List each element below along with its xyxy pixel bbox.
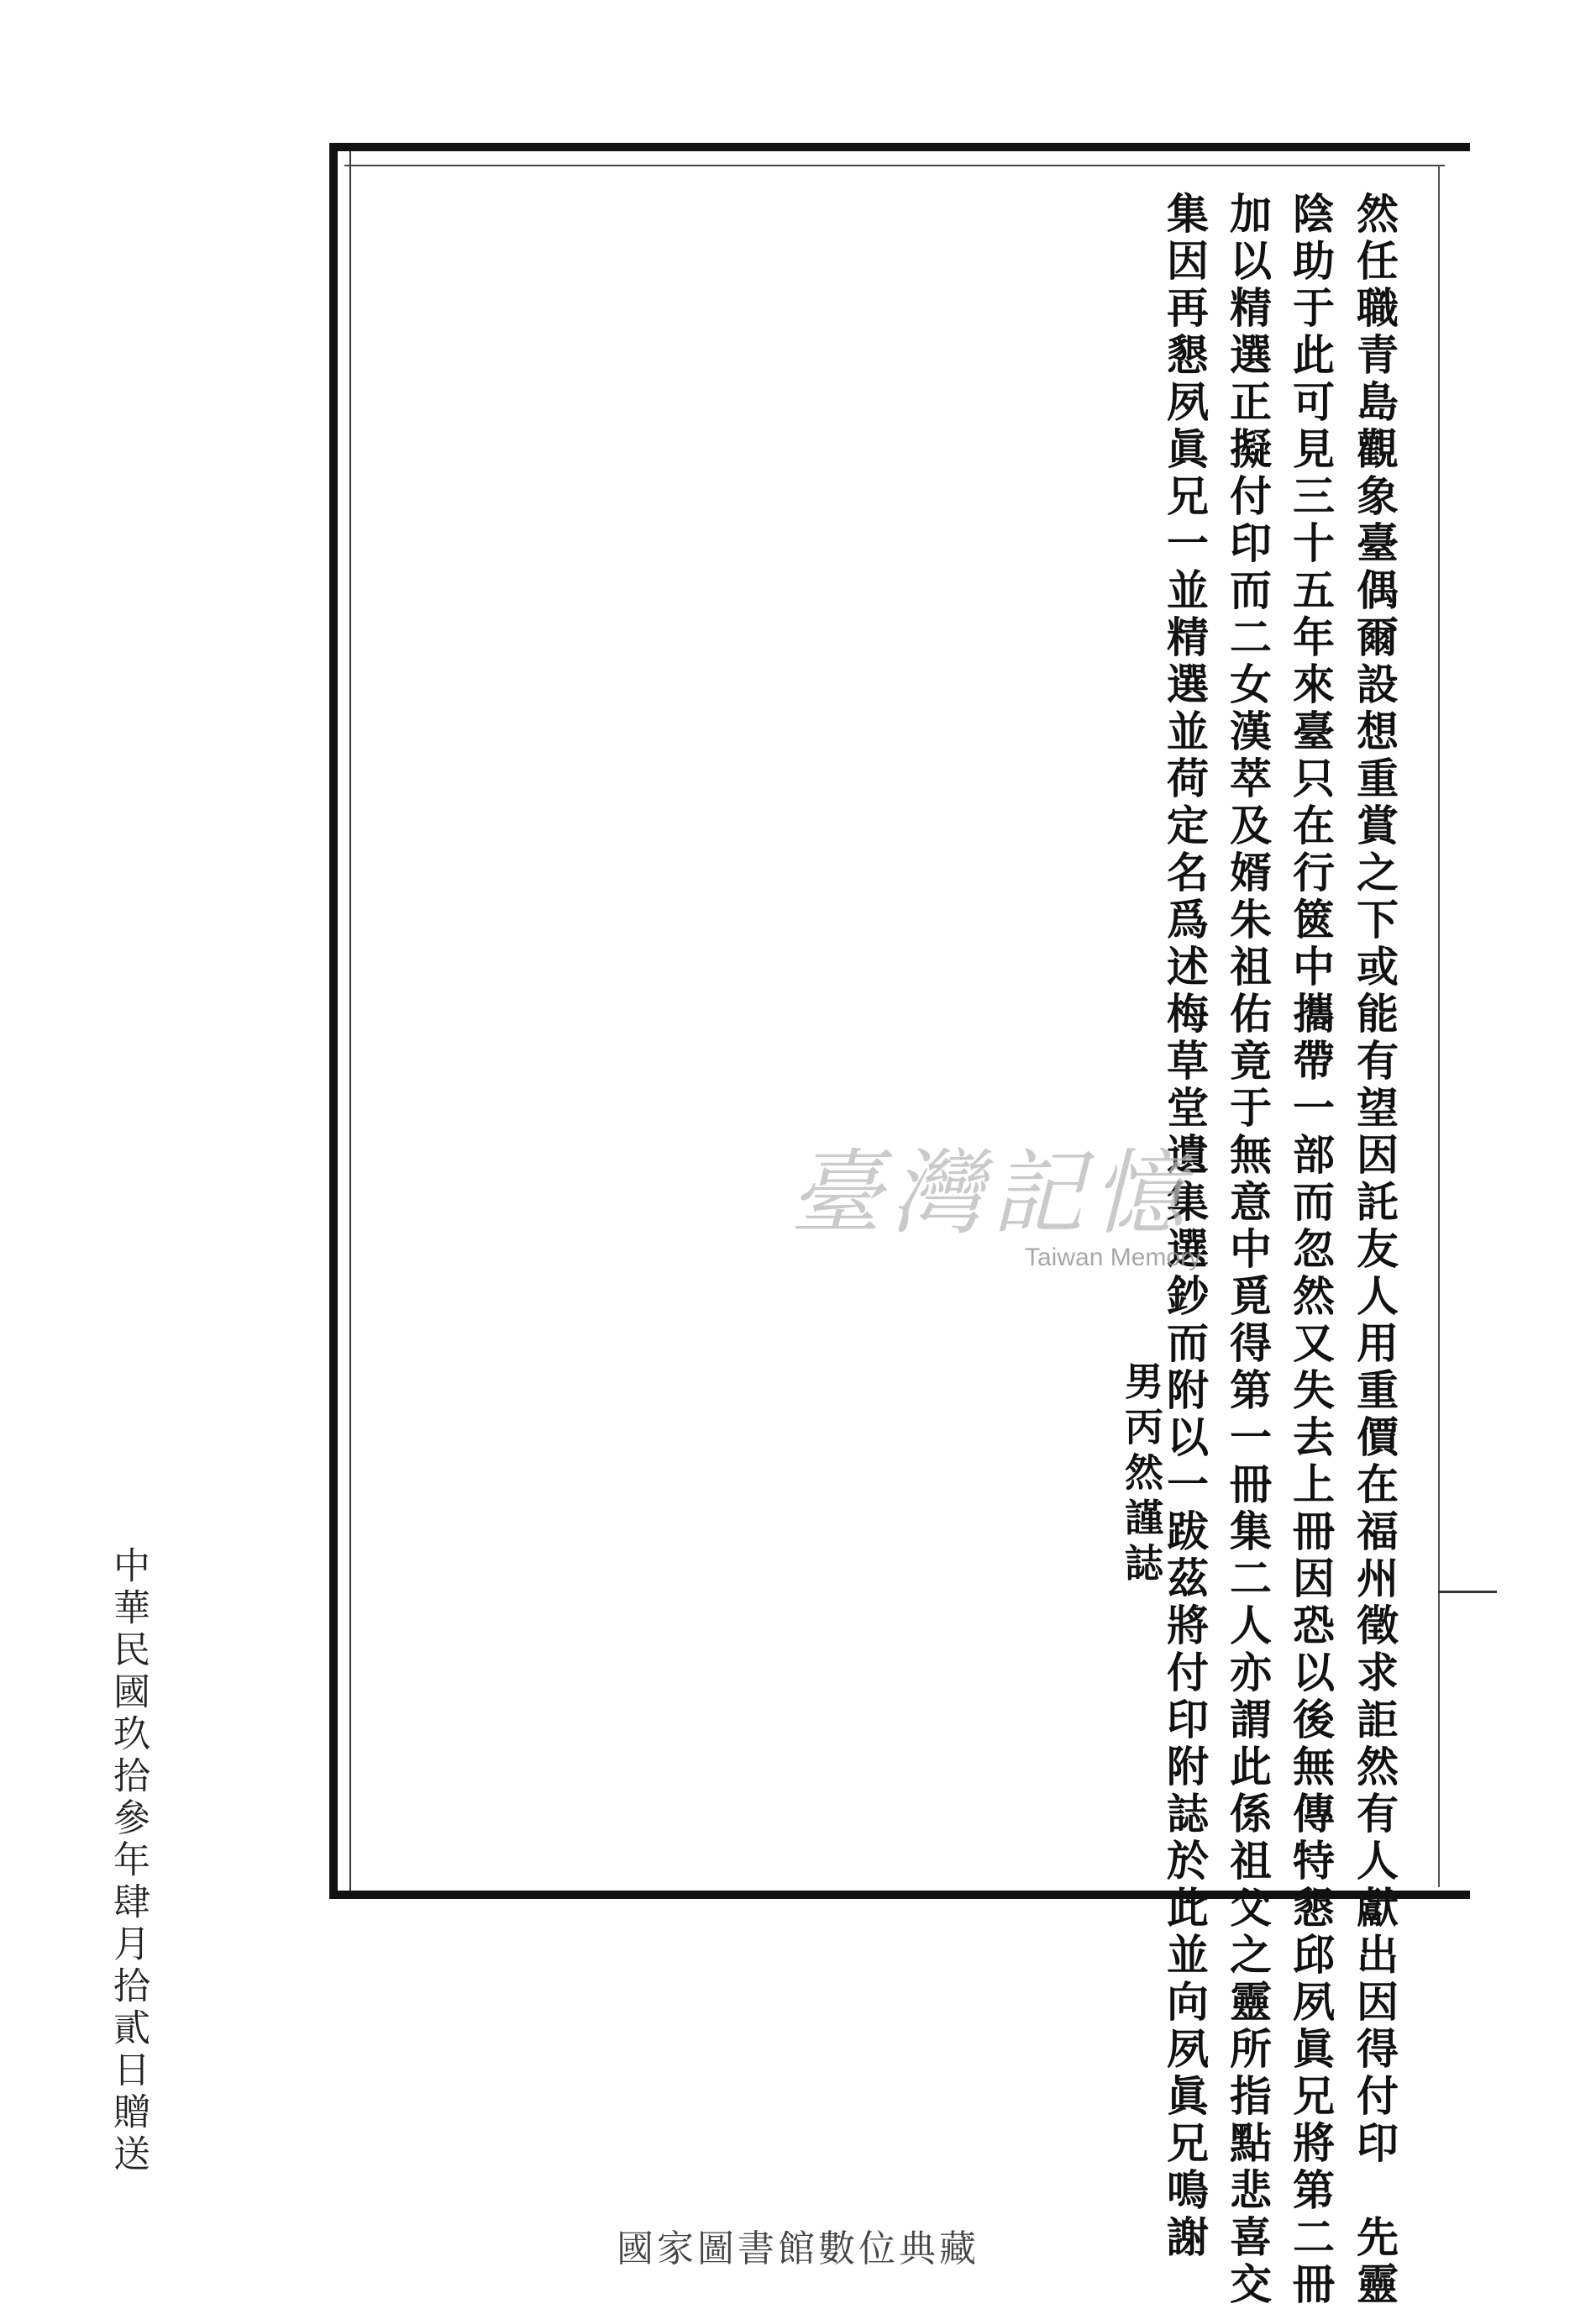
right-tab-mark [1438, 1591, 1497, 1593]
footer-caption: 國家圖書館數位典藏 [617, 2228, 979, 2270]
text-column-3: 加以精選正擬付印而二女漢萃及婿朱祖佑竟于無意中覓得第一冊集二人亦謂此係祖父之靈所指點悲喜交 [1223, 192, 1273, 2309]
text-column-4: 集因再懇夙眞兄一並精選並荷定名爲述梅草堂遺集選鈔而附以一跋茲將付印附誌於此並向夙眞兄鳴謝 [1160, 192, 1210, 2262]
watermark-chinese: 臺灣記憶 [790, 1139, 1193, 1247]
inner-top-rule [344, 165, 1445, 166]
date-inscription: 中華民國玖拾參年肆月拾貳日贈送 [107, 1546, 150, 2176]
text-column-1: 然任職青島觀象臺偶爾設想重賞之下或能有望因託友人用重價在福州徵求詎然有人獻出因得付印 先靈 [1350, 192, 1399, 2309]
text-column-2: 陰助于此可見三十五年來臺只在行篋中攜帶一部而忽然又失去上冊因恐以後無傳特懇邱夙眞兄將第二冊 [1286, 192, 1336, 2309]
right-edge-rule [1438, 165, 1440, 1887]
inner-left-rule [341, 151, 351, 1891]
signature: 男丙然謹誌 [1119, 1361, 1164, 1588]
watermark-english: Taiwan Memory [1025, 1244, 1202, 1271]
